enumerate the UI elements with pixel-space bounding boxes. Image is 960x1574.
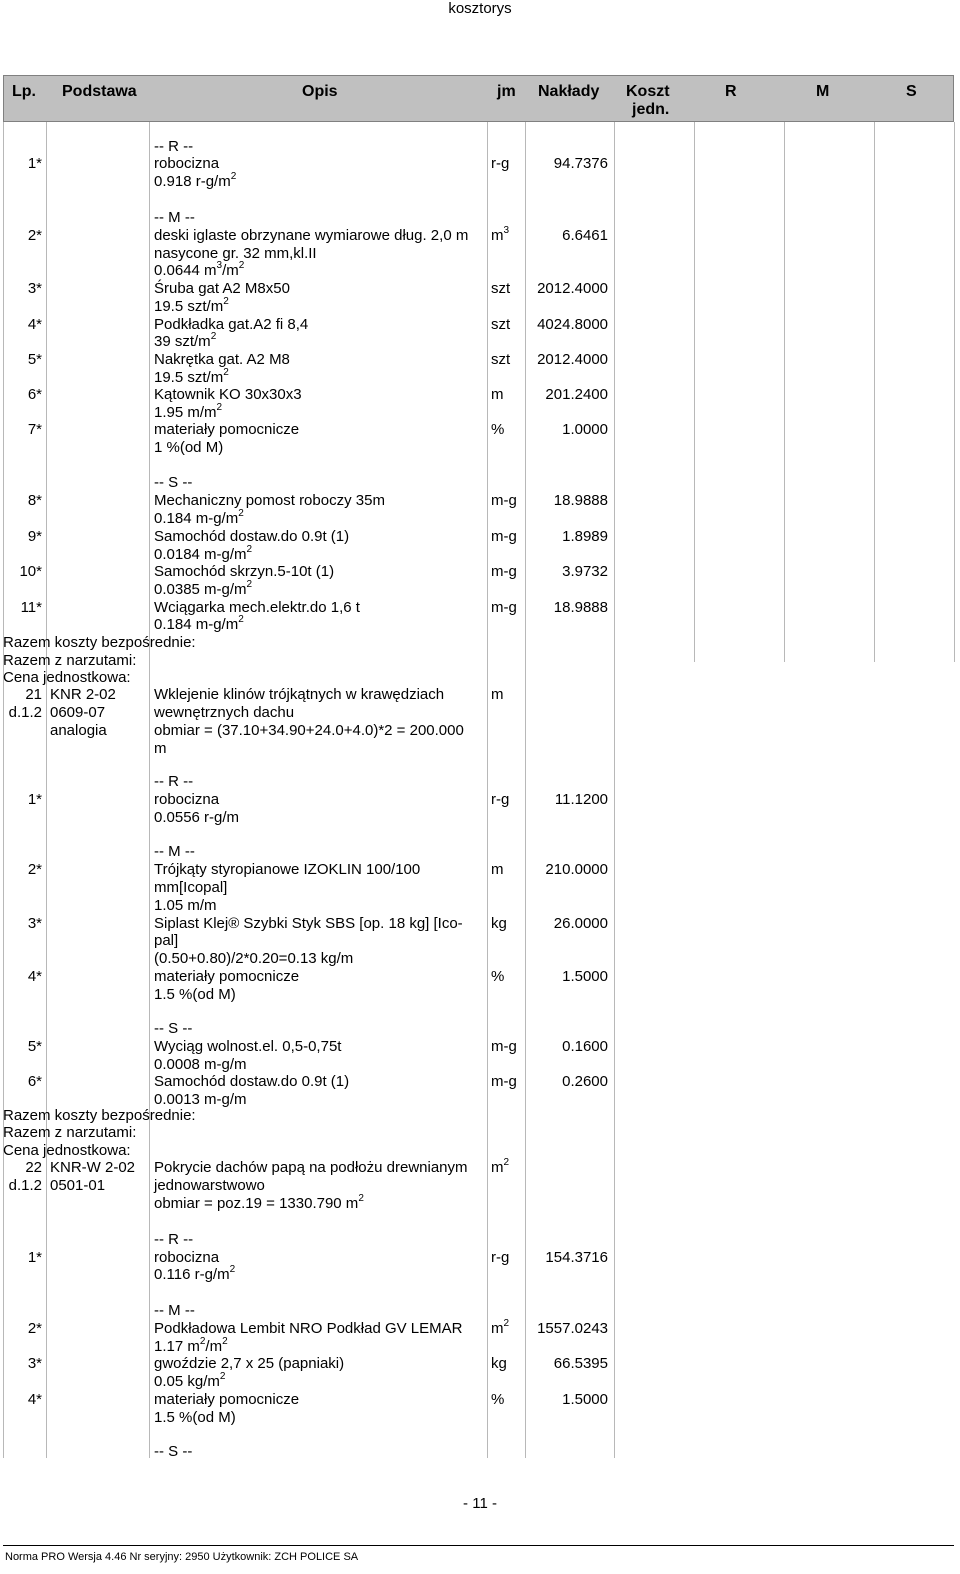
row-podstawa: KNR 2-02	[50, 686, 116, 703]
table-header	[3, 75, 954, 122]
row-naklady: 154.3716	[545, 1249, 608, 1266]
row-opis: 19.5 szt/$m^2$	[154, 367, 229, 386]
footer-text: Norma PRO Wersja 4.46 Nr seryjny: 2950 Użytkownik: ZCH POLICE SA	[5, 1551, 359, 1563]
row-naklady: 210.0000	[545, 861, 608, 878]
header-r: R	[725, 83, 737, 100]
row-naklady: 0.2600	[562, 1073, 608, 1090]
row-opis: 1 %(od M)	[154, 439, 224, 456]
row-naklady: 11.1200	[554, 791, 608, 808]
page-number: - 11 -	[463, 1495, 497, 1512]
row-lp: d.1.2	[8, 704, 42, 721]
header-koszt-jedn: jedn.	[632, 101, 670, 118]
row-opis: -- R --	[154, 138, 194, 155]
row-opis: 0.184 $m-g/m^2$	[154, 614, 244, 633]
row-opis: materiały pomocnicze	[154, 1391, 300, 1408]
row-naklady: 66.5395	[553, 1355, 608, 1372]
row-naklady: 201.2400	[545, 386, 608, 403]
row-opis: 1.05 m/m	[154, 897, 217, 914]
column-divider	[874, 122, 875, 662]
row-jm: kg	[491, 915, 507, 932]
row-lp: 8*	[27, 492, 42, 509]
row-lp: 1*	[27, 791, 42, 808]
column-divider	[487, 122, 488, 1458]
row-opis: Samochód skrzyn.5-10t (1)	[154, 563, 335, 580]
header-s: S	[906, 83, 917, 100]
row-jm: $m^2$	[491, 1318, 510, 1337]
summary-label: Razem z narzutami:	[3, 1124, 137, 1141]
row-opis: -- M --	[154, 1302, 195, 1319]
row-opis: -- R --	[154, 1231, 194, 1248]
row-naklady: 1.0000	[562, 421, 608, 438]
row-opis: -- M --	[154, 209, 195, 226]
column-divider	[525, 122, 526, 1458]
row-opis: 1.17 $m^2/m^2$	[154, 1336, 228, 1355]
row-naklady: 0.1600	[562, 1038, 608, 1055]
row-podstawa: analogia	[50, 722, 107, 739]
row-lp: 3*	[27, 1355, 42, 1372]
row-opis: Samochód dostaw.do 0.9t (1)	[154, 528, 350, 545]
row-jm: %	[491, 1391, 505, 1408]
row-opis: materiały pomocnicze	[154, 968, 300, 985]
header-lp: Lp.	[12, 83, 36, 100]
row-jm: m	[491, 861, 504, 878]
row-opis: 0.0008 m-g/m	[154, 1056, 247, 1073]
column-divider	[694, 122, 695, 662]
row-lp: 21	[25, 686, 42, 703]
row-jm: m	[491, 686, 504, 703]
row-opis: 0.116 $r-g/m^2$	[154, 1264, 236, 1283]
summary-label: Razem koszty bezpośrednie:	[3, 634, 196, 651]
row-opis: -- M --	[154, 843, 195, 860]
row-opis: (0.50+0.80)/2*0.20=0.13 kg/m	[154, 950, 354, 967]
row-jm: m-g	[491, 1038, 517, 1055]
row-opis: 0.0385 $m-g/m^2$	[154, 579, 253, 598]
row-jm: $m^2$	[491, 1157, 510, 1176]
row-jm: szt	[491, 316, 511, 333]
row-opis: 1.95 $m/m^2$	[154, 402, 223, 421]
row-opis: m	[154, 740, 167, 757]
row-lp: 4*	[27, 316, 42, 333]
row-opis: materiały pomocnicze	[154, 421, 300, 438]
row-opis: robocizna	[154, 1249, 220, 1266]
summary-label: Cena jednostkowa:	[3, 1142, 131, 1159]
row-lp: 4*	[27, 1391, 42, 1408]
row-opis: -- S --	[154, 474, 193, 491]
row-naklady: 26.0000	[553, 915, 608, 932]
row-jm: szt	[491, 280, 511, 297]
row-lp: 5*	[27, 1038, 42, 1055]
row-lp: 1*	[27, 1249, 42, 1266]
column-divider	[954, 122, 955, 662]
row-opis: wewnętrznych dachu	[154, 704, 295, 721]
row-opis: deski iglaste obrzynane wymiarowe dług. 2,0 m	[154, 227, 469, 244]
column-divider	[149, 122, 150, 1458]
row-opis: 0.0184 $m-g/m^2$	[154, 544, 253, 563]
row-opis: obmiar = (37.10+34.90+24.0+4.0)*2 = 200.000	[154, 722, 464, 739]
row-opis: nasycone gr. 32 mm,kl.II	[154, 245, 317, 262]
row-opis: Nakrętka gat. A2 M8	[154, 351, 290, 368]
row-opis: Mechaniczny pomost roboczy 35m	[154, 492, 385, 509]
row-jm: m	[491, 386, 504, 403]
summary-label: Razem koszty bezpośrednie:	[3, 1107, 196, 1124]
row-opis: pal]	[154, 932, 179, 949]
row-opis: Wciągarka mech.elektr.do 1,6 t	[154, 599, 360, 616]
header-jm: jm	[497, 83, 516, 100]
row-opis: 0.05 $kg/m^2$	[154, 1371, 226, 1390]
row-lp: 10*	[19, 563, 42, 580]
row-podstawa: KNR-W 2-02	[50, 1159, 136, 1176]
row-naklady: 94.7376	[553, 155, 608, 172]
row-naklady: 18.9888	[553, 599, 608, 616]
row-naklady: 2012.4000	[537, 280, 608, 297]
row-naklady: 6.6461	[562, 227, 608, 244]
row-opis: -- S --	[154, 1020, 193, 1037]
row-lp: 6*	[27, 1073, 42, 1090]
row-opis: Wyciąg wolnost.el. 0,5-0,75t	[154, 1038, 342, 1055]
row-lp: 2*	[27, 227, 42, 244]
row-jm: $m^3$	[491, 225, 510, 244]
row-lp: 3*	[27, 280, 42, 297]
row-opis: Siplast Klej® Szybki Styk SBS [op. 18 kg] [Ico-	[154, 915, 463, 932]
row-podstawa: 0609-07	[50, 704, 106, 721]
row-jm: m-g	[491, 528, 517, 545]
row-naklady: 1.5000	[562, 968, 608, 985]
row-opis: Kątownik KO 30x30x3	[154, 386, 302, 403]
row-opis: Śruba gat A2 M8x50	[154, 280, 290, 297]
column-divider	[614, 122, 615, 1458]
row-opis: Trójkąty styropianowe IZOKLIN 100/100	[154, 861, 421, 878]
row-opis: Podkładowa Lembit NRO Podkład GV LEMAR	[154, 1320, 463, 1337]
row-naklady: 1.8989	[562, 528, 608, 545]
row-opis: -- R --	[154, 773, 194, 790]
row-lp: 1*	[27, 155, 42, 172]
footer-divider	[3, 1545, 954, 1546]
row-jm: m-g	[491, 563, 517, 580]
row-opis: 0.0556 r-g/m	[154, 809, 240, 826]
row-lp: 7*	[27, 421, 42, 438]
row-opis: 39 szt/$m^2$	[154, 331, 217, 350]
row-jm: r-g	[491, 155, 510, 172]
row-lp: 3*	[27, 915, 42, 932]
row-opis: Samochód dostaw.do 0.9t (1)	[154, 1073, 350, 1090]
row-opis: 1.5 %(od M)	[154, 986, 236, 1003]
row-jm: szt	[491, 351, 511, 368]
column-divider	[46, 122, 47, 1458]
row-jm: kg	[491, 1355, 507, 1372]
row-opis: 1.5 %(od M)	[154, 1409, 236, 1426]
row-opis: obmiar = poz.19 = 1330.790 $m^2$	[154, 1193, 364, 1212]
row-opis: Podkładka gat.A2 fi 8,4	[154, 316, 309, 333]
header-m: M	[816, 83, 830, 100]
summary-label: Razem z narzutami:	[3, 652, 137, 669]
row-opis: robocizna	[154, 791, 220, 808]
row-podstawa: 0501-01	[50, 1177, 106, 1194]
row-lp: 5*	[27, 351, 42, 368]
row-lp: 2*	[27, 1320, 42, 1337]
row-opis: 0.0644 $m^3/m^2$	[154, 260, 245, 279]
row-opis: 0.184 $m-g/m^2$	[154, 508, 244, 527]
row-opis: 0.0013 m-g/m	[154, 1091, 247, 1108]
row-opis: robocizna	[154, 155, 220, 172]
summary-label: Cena jednostkowa:	[3, 669, 131, 686]
row-lp: 11*	[20, 599, 42, 616]
row-opis: Pokrycie dachów papą na podłożu drewnianym	[154, 1159, 468, 1176]
row-lp: 22	[25, 1159, 42, 1176]
row-naklady: 1557.0243	[537, 1320, 608, 1337]
row-jm: %	[491, 968, 505, 985]
row-opis: gwoździe 2,7 x 25 (papniaki)	[154, 1355, 345, 1372]
row-lp: 6*	[27, 386, 42, 403]
row-naklady: 2012.4000	[537, 351, 608, 368]
row-opis: Wklejenie klinów trójkątnych w krawędziach	[154, 686, 445, 703]
document-title: kosztorys	[448, 0, 512, 17]
header-naklady: Nakłady	[538, 83, 600, 100]
row-opis: -- S --	[154, 1443, 193, 1460]
header-opis: Opis	[302, 83, 338, 100]
row-lp: 9*	[27, 528, 42, 545]
row-opis: 19.5 szt/$m^2$	[154, 296, 229, 315]
row-naklady: 1.5000	[562, 1391, 608, 1408]
header-podstawa: Podstawa	[62, 83, 137, 100]
row-jm: m-g	[491, 492, 517, 509]
row-opis: mm[Icopal]	[154, 879, 228, 896]
row-jm: %	[491, 421, 505, 438]
row-jm: m-g	[491, 599, 517, 616]
row-lp: d.1.2	[8, 1177, 42, 1194]
row-naklady: 4024.8000	[537, 316, 608, 333]
header-koszt: Koszt	[626, 83, 670, 100]
row-naklady: 18.9888	[553, 492, 608, 509]
row-jm: r-g	[491, 791, 510, 808]
row-jm: r-g	[491, 1249, 510, 1266]
row-lp: 4*	[27, 968, 42, 985]
row-jm: m-g	[491, 1073, 517, 1090]
column-divider	[784, 122, 785, 662]
row-lp: 2*	[27, 861, 42, 878]
row-opis: 0.918 $r-g/m^2$	[154, 171, 237, 190]
row-opis: jednowarstwowo	[154, 1177, 265, 1194]
row-naklady: 3.9732	[562, 563, 608, 580]
